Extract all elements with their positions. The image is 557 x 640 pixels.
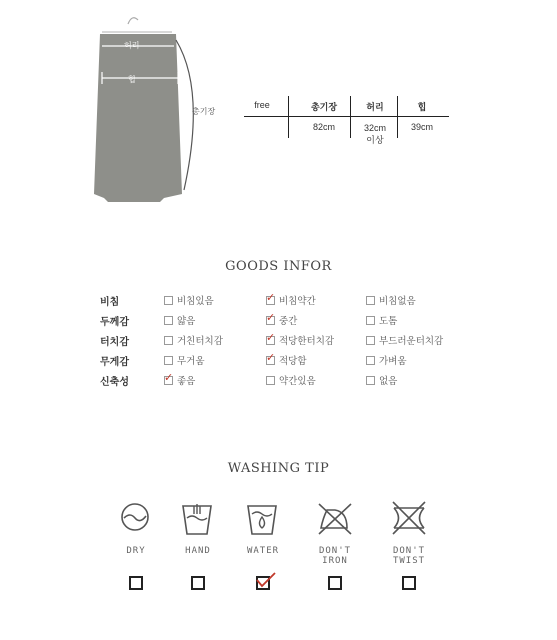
goods-option-label: 적당함 <box>279 356 307 367</box>
checked-checkbox <box>266 316 275 325</box>
goods-option-label: 가벼움 <box>379 356 407 367</box>
washing-checked-checkbox <box>256 576 270 590</box>
goods-option-label: 무거움 <box>177 356 205 367</box>
goods-option <box>266 353 307 367</box>
goods-row-label: 신축성 <box>100 377 129 388</box>
washing-empty-checkbox <box>402 576 416 590</box>
size-header-hip: 힙 <box>417 102 427 112</box>
goods-row-label: 두께감 <box>100 317 129 328</box>
goods-option <box>164 373 195 387</box>
hip-label: 힙 <box>128 75 136 84</box>
goods-row-label: 무게감 <box>100 357 129 368</box>
goods-option <box>266 293 316 307</box>
empty-checkbox <box>366 356 375 365</box>
goods-option <box>266 373 316 387</box>
size-table-header <box>244 96 449 118</box>
goods-option-label: 얇음 <box>177 316 196 327</box>
goods-option <box>366 373 397 387</box>
no-iron-icon <box>317 500 353 541</box>
size-header-length: 총기장 <box>310 102 338 112</box>
goods-option-label: 중간 <box>279 316 298 327</box>
empty-checkbox <box>366 296 375 305</box>
goods-option-label: 비침약간 <box>279 296 316 307</box>
goods-option <box>266 313 297 327</box>
empty-checkbox <box>366 376 375 385</box>
no-twist-icon <box>391 500 427 541</box>
checked-checkbox <box>164 376 173 385</box>
goods-option-label: 좋음 <box>177 376 196 387</box>
washing-label: DON'T IRON <box>318 546 352 566</box>
size-header-free: free <box>254 100 270 110</box>
washing-empty-checkbox <box>191 576 205 590</box>
goods-option-label: 약간있음 <box>279 376 316 387</box>
empty-checkbox <box>164 336 173 345</box>
goods-row-label: 터치감 <box>100 337 129 348</box>
goods-option-label: 없음 <box>379 376 398 387</box>
goods-option <box>366 353 407 367</box>
washing-label: DON'T TWIST <box>392 546 426 566</box>
size-table-row <box>244 118 449 145</box>
checked-checkbox <box>266 336 275 345</box>
washing-tip-row <box>0 500 557 600</box>
goods-option <box>266 333 334 347</box>
washing-tip-title: WASHING TIP <box>227 461 330 476</box>
skirt-illustration <box>80 10 220 210</box>
goods-option <box>366 293 416 307</box>
washing-label: WATER <box>246 546 280 556</box>
goods-option-label: 비침없음 <box>379 296 416 307</box>
empty-checkbox <box>164 296 173 305</box>
hand-wash-icon <box>180 500 216 541</box>
goods-option <box>164 313 195 327</box>
goods-option <box>164 353 205 367</box>
empty-checkbox <box>366 316 375 325</box>
table-rule <box>244 116 449 117</box>
empty-checkbox <box>366 336 375 345</box>
size-table <box>244 96 449 145</box>
empty-checkbox <box>164 316 173 325</box>
goods-option-label: 비침있음 <box>177 296 214 307</box>
dry-icon <box>118 500 154 541</box>
goods-info-grid <box>0 293 557 403</box>
goods-option-label: 거친터치감 <box>177 336 223 347</box>
goods-option <box>164 293 214 307</box>
goods-row-label: 비침 <box>100 297 120 308</box>
washing-label: HAND <box>185 546 211 556</box>
size-value-hip: 39cm <box>410 122 433 132</box>
checked-checkbox <box>266 356 275 365</box>
goods-info-title: GOODS INFOR <box>225 259 332 274</box>
washing-empty-checkbox <box>328 576 342 590</box>
goods-option <box>366 313 397 327</box>
goods-option <box>366 333 443 347</box>
empty-checkbox <box>164 356 173 365</box>
empty-checkbox <box>266 376 275 385</box>
size-header-waist: 허리 <box>366 102 384 112</box>
washing-label: DRY <box>126 546 146 556</box>
washing-empty-checkbox <box>129 576 143 590</box>
waist-label: 허리 <box>124 41 140 50</box>
size-value-waist: 32cm 이상 <box>363 123 386 145</box>
checked-checkbox <box>266 296 275 305</box>
goods-option-label: 적당한터치감 <box>279 336 335 347</box>
length-label: 총기장 <box>192 107 216 116</box>
goods-option-label: 도톰 <box>379 316 398 327</box>
water-wash-icon <box>245 500 281 541</box>
size-value-length: 82cm <box>312 122 335 132</box>
goods-option <box>164 333 223 347</box>
goods-option-label: 부드러운터치감 <box>379 336 444 347</box>
